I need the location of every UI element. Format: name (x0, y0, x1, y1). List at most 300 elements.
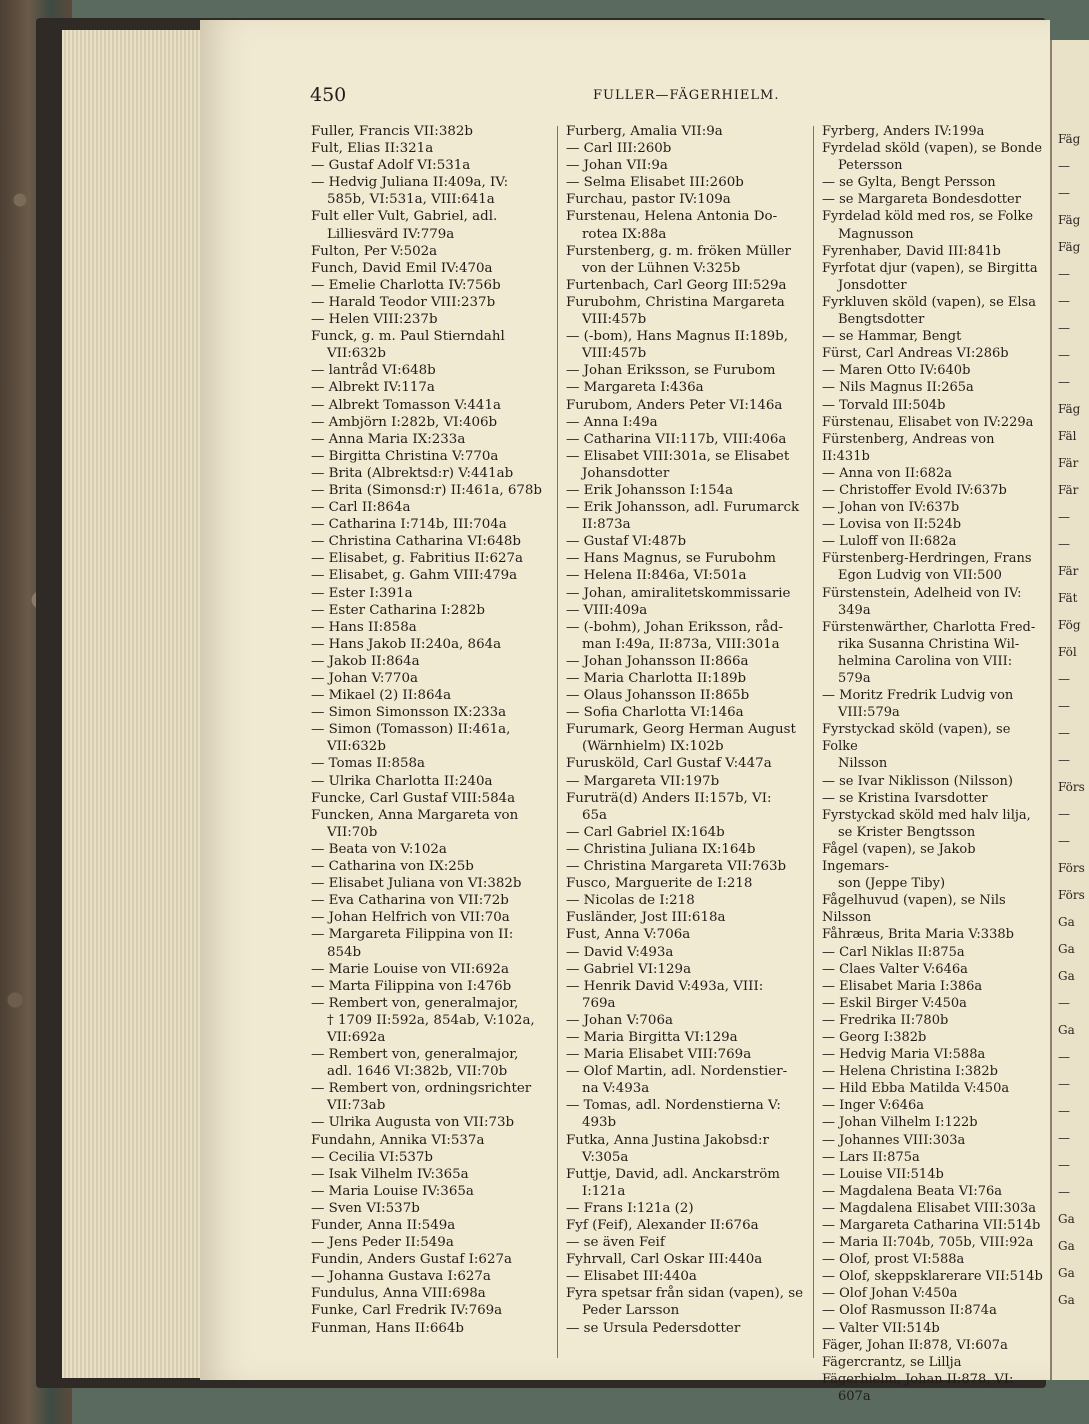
index-entry (311, 362, 553, 379)
index-entry (822, 123, 1044, 140)
index-entry (566, 277, 810, 294)
entry-continuation: Johansdotter (582, 465, 670, 481)
entry-line: — Brita (Albrektsd:r) V:441ab (311, 465, 514, 481)
entry-line: — Emelie Charlotta IV:756b (311, 277, 501, 293)
facing-page-fragment: Ga (1058, 1212, 1075, 1226)
facing-page-fragment: — (1058, 1131, 1070, 1145)
entry-line: Fult eller Vult, Gabriel, adl. (311, 209, 498, 225)
index-entry (566, 875, 810, 892)
facing-page-fragment: — (1058, 672, 1070, 686)
entry-line: Fägerhielm, Johan II:878, VI: (822, 1371, 1014, 1387)
entry-line: — Gustaf Adolf VI:531a (311, 158, 471, 174)
facing-page-fragment: Fäg (1058, 132, 1081, 146)
entry-continuation: Petersson (838, 158, 903, 174)
index-entry (566, 1217, 810, 1234)
entry-line: Fulton, Per V:502a (311, 243, 438, 259)
entry-line: — Selma Elisabet III:260b (566, 175, 744, 191)
entry-continuation: rika Susanna Christina Wil- (838, 636, 1020, 652)
index-entry (566, 328, 810, 362)
entry-continuation: von der Lühnen V:325b (582, 260, 741, 276)
entry-continuation: se Krister Bengtsson (838, 824, 976, 840)
index-entry (822, 533, 1044, 550)
index-entry (822, 208, 1044, 242)
entry-line: Furuträ(d) Anders II:157b, VI: (566, 790, 772, 806)
entry-continuation: VII:692a (327, 1029, 386, 1045)
index-entry (822, 1354, 1044, 1371)
facing-page-fragment: — (1058, 159, 1070, 173)
entry-line: Furchau, pastor IV:109a (566, 192, 731, 208)
entry-line: — Margareta Filippina von II: (311, 927, 514, 943)
index-entry (311, 1302, 553, 1319)
entry-line: Fürstenstein, Adelheid von IV: (822, 585, 1022, 601)
index-entry (311, 243, 553, 260)
entry-line: — se Ursula Pedersdotter (566, 1320, 741, 1336)
index-entry (311, 465, 553, 482)
facing-page-fragment: — (1058, 699, 1070, 713)
index-entry (566, 499, 810, 533)
entry-line: — Gabriel VI:129a (566, 961, 692, 977)
entry-line: Fyrstyckad sköld med halv lilja, (822, 807, 1031, 823)
entry-line: — Maria Louise IV:365a (311, 1183, 474, 1199)
index-entry (822, 1337, 1044, 1354)
index-entry (822, 926, 1044, 943)
index-entry (822, 516, 1044, 533)
entry-line: Fust, Anna V:706a (566, 927, 691, 943)
entry-line: — Gustaf VI:487b (566, 534, 687, 550)
index-entry (822, 243, 1044, 260)
column-divider (557, 126, 558, 1358)
entry-line: Fult, Elias II:321a (311, 141, 434, 157)
entry-line: — Johan VII:9a (566, 158, 668, 174)
index-entry (311, 585, 553, 602)
entry-line: — Mikael (2) II:864a (311, 688, 452, 704)
entry-line: — Johannes VIII:303a (822, 1132, 966, 1148)
facing-page-fragment: — (1058, 186, 1070, 200)
entry-continuation: 65a (582, 807, 608, 823)
index-entry (311, 1251, 553, 1268)
index-entry (566, 379, 810, 396)
entry-line: — Louise VII:514b (822, 1166, 944, 1182)
index-entry (566, 157, 810, 174)
index-entry (311, 431, 553, 448)
index-entry (566, 585, 810, 602)
entry-line: — Christina Margareta VII:763b (566, 859, 787, 875)
entry-line: — VIII:409a (566, 602, 648, 618)
entry-line: Funman, Hans II:664b (311, 1320, 464, 1336)
entry-line: Fyrkluven sköld (vapen), se Elsa (822, 294, 1036, 310)
entry-line: — se Margareta Bondesdotter (822, 192, 1021, 208)
entry-line: — Jakob II:864a (311, 653, 420, 669)
index-entry (566, 123, 810, 140)
index-entry (566, 687, 810, 704)
entry-line: Fyhrvall, Carl Oskar III:440a (566, 1252, 763, 1268)
entry-line: Fäger, Johan II:878, VI:607a (822, 1337, 1008, 1353)
index-column-1 (311, 123, 553, 1337)
entry-line: — Eva Catharina von VII:72b (311, 893, 509, 909)
index-entry (311, 755, 553, 772)
index-entry (566, 978, 810, 1012)
facing-page-fragment: Fäg (1058, 213, 1081, 227)
index-entry (822, 585, 1044, 619)
entry-line: Furstenberg, g. m. fröken Müller (566, 243, 791, 259)
entry-line: — Ambjörn I:282b, VI:406b (311, 414, 498, 430)
entry-continuation: † 1709 II:592a, 854ab, V:102a, (327, 1012, 535, 1028)
index-entry (311, 1166, 553, 1183)
entry-line: — Carl Gabriel IX:164b (566, 824, 725, 840)
running-head: FULLER—FÄGERHIELM. (593, 88, 780, 103)
entry-line: Fusländer, Jost III:618a (566, 910, 726, 926)
index-entry (311, 277, 553, 294)
entry-line: Fyrfotat djur (vapen), se Birgitta (822, 260, 1038, 276)
entry-line: — Johan V:770a (311, 671, 418, 686)
facing-page-fragment: Ga (1058, 915, 1075, 929)
entry-line: — Cecilia VI:537b (311, 1149, 434, 1165)
entry-line: — Helena II:846a, VI:501a (566, 568, 747, 584)
index-entry (311, 807, 553, 841)
facing-page-fragment: Fäg (1058, 402, 1081, 416)
entry-line: — Hans II:858a (311, 619, 417, 635)
entry-line: — lantråd VI:648b (311, 363, 436, 379)
index-entry (566, 448, 810, 482)
entry-line: — Rembert von, ordningsrichter (311, 1081, 532, 1097)
index-entry (822, 1183, 1044, 1200)
entry-line: — Hedvig Juliana II:409a, IV: (311, 175, 509, 191)
index-entry (566, 670, 810, 687)
index-entry (566, 892, 810, 909)
entry-line: — Rembert von, generalmajor, (311, 1047, 519, 1063)
index-entry (311, 448, 553, 465)
index-entry (822, 721, 1044, 772)
index-entry (566, 1285, 810, 1319)
facing-page-fragment: Fär (1058, 483, 1079, 497)
entry-line: — Jens Peder II:549a (311, 1235, 454, 1251)
index-entry (311, 858, 553, 875)
index-entry (566, 961, 810, 978)
entry-line: — Olof, prost VI:588a (822, 1252, 965, 1268)
index-entry (566, 1234, 810, 1251)
index-entry (311, 397, 553, 414)
entry-line: — se Gylta, Bengt Persson (822, 175, 996, 191)
facing-page-fragment: — (1058, 834, 1070, 848)
index-entry (822, 379, 1044, 396)
entry-line: — Maren Otto IV:640b (822, 363, 971, 379)
entry-line: — Albrekt Tomasson V:441a (311, 397, 501, 413)
entry-line: — Birgitta Christina V:770a (311, 448, 499, 464)
entry-line: Furtenbach, Carl Georg III:529a (566, 277, 787, 293)
facing-page-fragment: — (1058, 1050, 1070, 1064)
index-entry (566, 653, 810, 670)
facing-page-fragment: — (1058, 1185, 1070, 1199)
index-entry (311, 1080, 553, 1114)
entry-line: — Magdalena Elisabet VIII:303a (822, 1200, 1037, 1216)
entry-line: — Erik Johansson, adl. Furumarck (566, 500, 800, 516)
index-entry (311, 1217, 553, 1234)
entry-line: Furstenau, Helena Antonia Do- (566, 209, 778, 225)
index-entry (311, 1114, 553, 1131)
entry-line: — Christina Catharina VI:648b (311, 534, 521, 550)
entry-line: — Margareta Catharina VII:514b (822, 1218, 1041, 1233)
index-entry (822, 892, 1044, 926)
entry-line: — Helen VIII:237b (311, 312, 438, 328)
entry-line: — Ester I:391a (311, 585, 413, 601)
entry-line: Funke, Carl Fredrik IV:769a (311, 1303, 503, 1319)
index-entry (566, 414, 810, 431)
entry-line: — Carl II:864a (311, 500, 411, 516)
index-entry (822, 978, 1044, 995)
entry-continuation: Jonsdotter (838, 277, 907, 293)
entry-line: — Maria Birgitta VI:129a (566, 1029, 738, 1045)
index-entry (566, 397, 810, 414)
entry-line: — Fredrika II:780b (822, 1012, 949, 1028)
index-entry (566, 431, 810, 448)
entry-continuation: man I:49a, II:873a, VIII:301a (582, 636, 780, 652)
index-entry (311, 311, 553, 328)
entry-line: — Albrekt IV:117a (311, 380, 435, 396)
entry-line: Fyf (Feif), Alexander II:676a (566, 1218, 759, 1233)
index-entry (566, 790, 810, 824)
entry-line: Furubohm, Christina Margareta (566, 294, 785, 310)
index-entry (566, 140, 810, 157)
index-entry (311, 516, 553, 533)
entry-line: — Johan von IV:637b (822, 500, 960, 516)
entry-continuation: son (Jeppe Tiby) (838, 876, 946, 892)
entry-line: — Simon Simonsson IX:233a (311, 705, 507, 721)
index-entry (311, 721, 553, 755)
entry-line: — Johan Vilhelm I:122b (822, 1115, 978, 1131)
facing-page-fragment: — (1058, 294, 1070, 308)
index-entry (566, 567, 810, 584)
entry-line: — Olof, skeppsklarerare VII:514b (822, 1269, 1043, 1285)
entry-continuation: VIII:579a (838, 705, 900, 721)
entry-line: Futka, Anna Justina Jakobsd:r (566, 1132, 769, 1148)
entry-line: — Maria II:704b, 705b, VIII:92a (822, 1235, 1034, 1251)
entry-line: — Nicolas de I:218 (566, 893, 695, 909)
entry-line: Fägercrantz, se Lillja (822, 1354, 962, 1370)
index-entry (566, 1046, 810, 1063)
entry-line: — Simon (Tomasson) II:461a, (311, 722, 511, 738)
entry-line: Funcke, Carl Gustaf VIII:584a (311, 790, 516, 806)
entry-line: Fürstenberg, Andreas von II:431b (822, 431, 995, 464)
entry-line: — Inger V:646a (822, 1098, 925, 1114)
entry-continuation: rotea IX:88a (582, 226, 667, 242)
index-entry (311, 1200, 553, 1217)
index-entry (566, 909, 810, 926)
entry-line: — Marta Filippina von I:476b (311, 978, 512, 994)
index-entry (311, 328, 553, 362)
entry-line: — se Ivar Niklisson (Nilsson) (822, 773, 1013, 789)
entry-line: — Christina Juliana IX:164b (566, 841, 756, 857)
entry-line: — Ulrika Augusta von VII:73b (311, 1115, 515, 1131)
index-entry (311, 704, 553, 721)
index-entry (566, 1251, 810, 1268)
index-entry (822, 345, 1044, 362)
index-entry (566, 1320, 810, 1337)
facing-page-fragment: — (1058, 1104, 1070, 1118)
entry-continuation: I:121a (582, 1183, 626, 1199)
entry-line: — Johan Eriksson, se Furubom (566, 363, 776, 379)
index-entry (822, 1320, 1044, 1337)
entry-continuation: V:305a (582, 1149, 629, 1165)
entry-line: Furubom, Anders Peter VI:146a (566, 397, 783, 413)
entry-line: Fusco, Marguerite de I:218 (566, 876, 753, 892)
index-entry (822, 1268, 1044, 1285)
index-entry (822, 550, 1044, 584)
index-entry (822, 191, 1044, 208)
facing-page-fragment: Förs (1058, 861, 1085, 875)
index-entry (311, 294, 553, 311)
index-entry (566, 1097, 810, 1131)
facing-page-fragment: — (1058, 321, 1070, 335)
index-entry (311, 926, 553, 960)
entry-line: Fyrberg, Anders IV:199a (822, 124, 985, 139)
index-entry (822, 961, 1044, 978)
page-edges (62, 30, 212, 1378)
entry-line: — Johan, amiralitetskommissarie (566, 585, 791, 601)
entry-line: Fåhræus, Brita Maria V:338b (822, 927, 1014, 943)
entry-line: — se Kristina Ivarsdotter (822, 790, 988, 806)
facing-page-fragment: Förs (1058, 780, 1085, 794)
facing-page-fragment: — (1058, 753, 1070, 767)
index-entry (822, 431, 1044, 465)
index-entry (566, 294, 810, 328)
index-entry (311, 773, 553, 790)
entry-continuation: VIII:457b (582, 346, 647, 362)
index-entry (822, 1285, 1044, 1302)
facing-page-fragment: — (1058, 267, 1070, 281)
entry-line: — Carl III:260b (566, 141, 672, 157)
index-entry (311, 978, 553, 995)
index-entry (566, 1063, 810, 1097)
index-entry (566, 1268, 810, 1285)
facing-page-fragment: Fäg (1058, 240, 1081, 254)
index-entry (311, 174, 553, 208)
entry-line: — Hedvig Maria VI:588a (822, 1047, 986, 1063)
entry-line: — Elisabet VIII:301a, se Elisabet (566, 448, 790, 464)
index-entry (566, 243, 810, 277)
entry-line: — Maria Elisabet VIII:769a (566, 1047, 752, 1063)
index-entry (311, 1320, 553, 1337)
index-entry (566, 1012, 810, 1029)
index-entry (822, 1080, 1044, 1097)
index-entry (822, 773, 1044, 790)
facing-page-fragment: — (1058, 726, 1070, 740)
entry-line: — Tomas II:858a (311, 756, 426, 772)
index-entry (566, 773, 810, 790)
index-entry (566, 841, 810, 858)
entry-continuation: Peder Larsson (582, 1303, 680, 1319)
index-entry (566, 482, 810, 499)
entry-line: Fyrdelad köld med ros, se Folke (822, 209, 1034, 225)
index-entry (566, 533, 810, 550)
entry-continuation: na V:493a (582, 1081, 650, 1097)
entry-line: — Brita (Simonsd:r) II:461a, 678b (311, 482, 542, 498)
index-entry (822, 1166, 1044, 1183)
entry-line: Funder, Anna II:549a (311, 1218, 456, 1233)
entry-line: — Eskil Birger V:450a (822, 995, 967, 1011)
facing-page-fragment: Ga (1058, 1266, 1075, 1280)
entry-continuation: 579a (838, 671, 871, 686)
index-entry (822, 1132, 1044, 1149)
facing-page-fragment: — (1058, 807, 1070, 821)
index-entry (566, 944, 810, 961)
index-entry (311, 1132, 553, 1149)
index-entry (822, 995, 1044, 1012)
index-entry (822, 362, 1044, 379)
entry-line: — Elisabet, g. Fabritius II:627a (311, 551, 523, 567)
index-entry (822, 465, 1044, 482)
index-entry (566, 1166, 810, 1200)
index-entry (566, 619, 810, 653)
entry-line: — Beata von V:102a (311, 841, 447, 857)
facing-page-edge (1050, 40, 1089, 1380)
entry-continuation: VII:70b (327, 824, 378, 840)
index-entry (566, 550, 810, 567)
entry-line: Fürstenwärther, Charlotta Fred- (822, 619, 1036, 635)
index-entry (311, 499, 553, 516)
entry-line: Fürstenberg-Herdringen, Frans (822, 551, 1032, 567)
index-entry (822, 1149, 1044, 1166)
entry-continuation: 854b (327, 944, 362, 960)
entry-continuation: (Wärnhielm) IX:102b (582, 739, 724, 755)
entry-continuation: 493b (582, 1115, 617, 1131)
entry-line: Funcken, Anna Margareta von (311, 807, 519, 823)
entry-line: — Helena Christina I:382b (822, 1064, 998, 1080)
page-number: 450 (310, 84, 347, 106)
facing-page-fragment: — (1058, 375, 1070, 389)
entry-line: Funch, David Emil IV:470a (311, 260, 493, 276)
index-entry (311, 140, 553, 157)
index-entry (822, 1097, 1044, 1114)
entry-continuation: VII:632b (327, 739, 386, 755)
facing-page-fragment: — (1058, 996, 1070, 1010)
entry-line: — Magdalena Beata VI:76a (822, 1183, 1002, 1199)
index-entry (311, 260, 553, 277)
entry-line: — Luloff von II:682a (822, 534, 957, 550)
index-entry (566, 858, 810, 875)
entry-line: — Olaus Johansson II:865b (566, 688, 750, 704)
index-entry (311, 1149, 553, 1166)
facing-page-fragment: — (1058, 537, 1070, 551)
entry-line: — Rembert von, generalmajor, (311, 995, 519, 1011)
entry-continuation: Magnusson (838, 226, 914, 242)
facing-page-fragment: — (1058, 1077, 1070, 1091)
entry-line: — Catharina von IX:25b (311, 859, 474, 875)
facing-page-fragment: Föl (1058, 645, 1077, 659)
entry-continuation: II:873a (582, 517, 631, 533)
entry-line: — Catharina VII:117b, VIII:406a (566, 431, 787, 447)
index-entry (311, 619, 553, 636)
entry-line: Fundin, Anders Gustaf I:627a (311, 1252, 512, 1268)
entry-line: — Elisabet Juliana von VI:382b (311, 876, 522, 892)
index-entry (822, 414, 1044, 431)
entry-continuation: 349a (838, 602, 871, 618)
entry-line: — Erik Johansson I:154a (566, 482, 734, 498)
index-entry (566, 755, 810, 772)
index-entry (566, 208, 810, 242)
index-entry (566, 1132, 810, 1166)
index-entry (822, 1251, 1044, 1268)
index-entry (311, 636, 553, 653)
facing-page-fragment: Fär (1058, 564, 1079, 578)
entry-line: — Sofia Charlotta VI:146a (566, 705, 744, 721)
index-entry (566, 926, 810, 943)
index-entry (311, 157, 553, 174)
entry-line: Fyrdelad sköld (vapen), se Bonde (822, 141, 1043, 157)
entry-line: — Olof Martin, adl. Nordenstier- (566, 1064, 788, 1080)
index-entry (822, 807, 1044, 841)
index-entry (822, 1302, 1044, 1319)
index-entry (311, 1183, 553, 1200)
